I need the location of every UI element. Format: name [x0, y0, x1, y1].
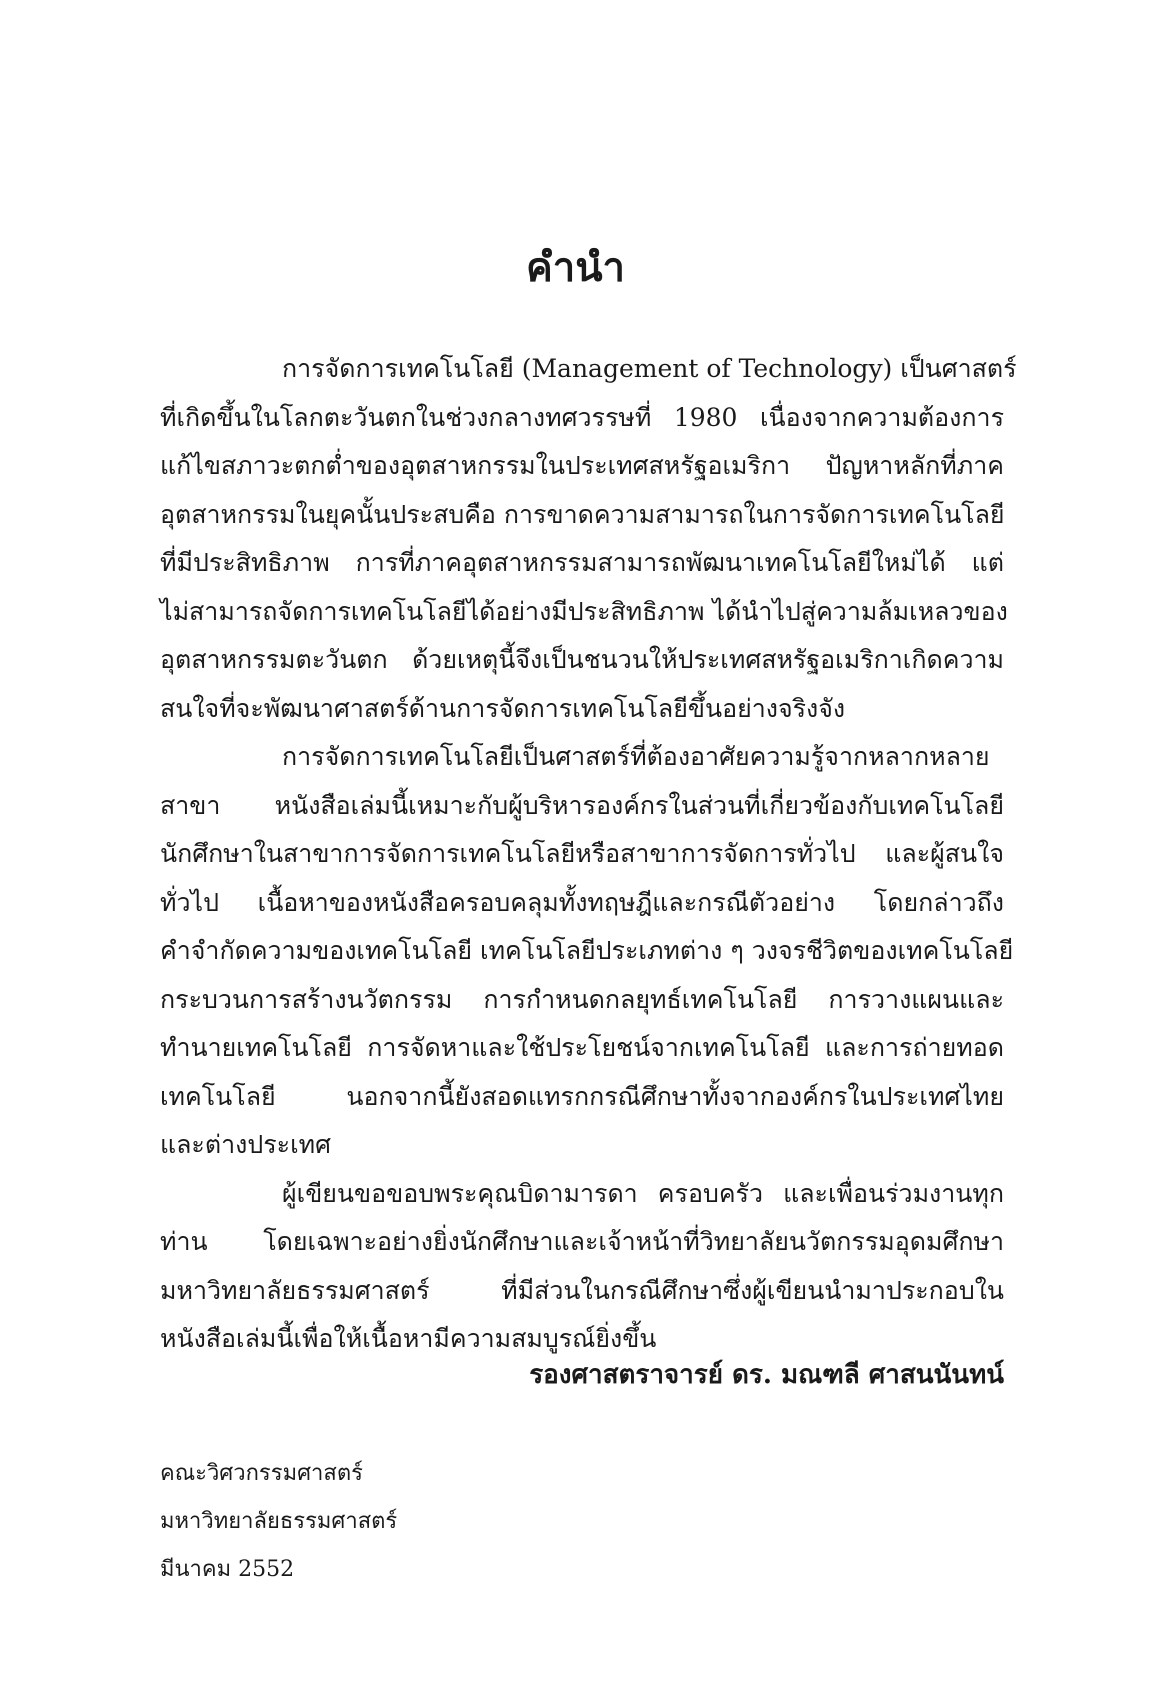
- paragraph-line: การจัดการเทคโนโลยีเป็นศาสตร์ที่ต้องอาศัยความรู้จากหลากหลาย: [282, 742, 990, 771]
- preface-body: [160, 345, 1017, 1364]
- paragraph-line: คำจำกัดความของเทคโนโลยี เทคโนโลยีประเภทต่าง ๆ วงจรชีวิตของเทคโนโลยี: [160, 936, 1014, 965]
- paragraph-1: [160, 345, 1017, 733]
- faculty-name: คณะวิศวกรรมศาสตร์: [160, 1461, 363, 1486]
- paragraph-line: และต่างประเทศ: [160, 1130, 331, 1159]
- paragraph-2: [160, 733, 1014, 1170]
- paragraph-3: [160, 1170, 1004, 1364]
- paragraph-line: อุตสาหกรรมตะวันตก ด้วยเหตุนี้จึงเป็นชนวนให้ประเทศสหรัฐอเมริกาเกิดความ: [160, 645, 1004, 674]
- paragraph-line: ผู้เขียนขอขอบพระคุณบิดามารดา ครอบครัว และเพื่อนร่วมงานทุก: [282, 1178, 1004, 1208]
- paragraph-line: หนังสือเล่มนี้เพื่อให้เนื้อหามีความสมบูรณ์ยิ่งขึ้น: [160, 1324, 657, 1353]
- paragraph-line: การจัดการเทคโนโลยี (Management of Technology) เป็นศาสตร์: [282, 354, 1017, 383]
- paragraph-line: ทำนายเทคโนโลยี การจัดหาและใช้ประโยชน์จากเทคโนโลยี และการถ่ายทอด: [160, 1033, 1004, 1062]
- paragraph-line: ไม่สามารถจัดการเทคโนโลยีได้อย่างมีประสิทธิภาพ ได้นำไปสู่ความล้มเหลวของ: [160, 596, 1008, 626]
- paragraph-line: สาขา หนังสือเล่มนี้เหมาะกับผู้บริหารองค์กรในส่วนที่เกี่ยวข้องกับเทคโนโลยี: [160, 790, 1004, 820]
- paragraph-line: กระบวนการสร้างนวัตกรรม การกำหนดกลยุทธ์เทคโนโลยี การวางแผนและ: [160, 984, 1004, 1014]
- page-title: คำนำ: [525, 244, 626, 291]
- author-signature: รองศาสตราจารย์ ดร. มณฑลี ศาสนนันทน์: [529, 1360, 1004, 1390]
- paragraph-line: แก้ไขสภาวะตกต่ำของอุตสาหกรรมในประเทศสหรัฐอเมริกา ปัญหาหลักที่ภาค: [160, 451, 1004, 480]
- paragraph-line: ที่มีประสิทธิภาพ การที่ภาคอุตสาหกรรมสามารถพัฒนาเทคโนโลยีใหม่ได้ แต่: [160, 548, 1004, 577]
- university-name: มหาวิทยาลัยธรรมศาสตร์: [160, 1509, 398, 1534]
- author-affiliation: [160, 1450, 397, 1594]
- paragraph-line: เทคโนโลยี นอกจากนี้ยังสอดแทรกกรณีศึกษาทั้งจากองค์กรในประเทศไทย: [160, 1081, 1004, 1111]
- paragraph-line: ท่าน โดยเฉพาะอย่างยิ่งนักศึกษาและเจ้าหน้าที่วิทยาลัยนวัตกรรมอุดมศึกษา: [160, 1227, 1004, 1256]
- paragraph-line: สนใจที่จะพัฒนาศาสตร์ด้านการจัดการเทคโนโลยีขึ้นอย่างจริงจัง: [160, 693, 846, 723]
- paragraph-line: นักศึกษาในสาขาการจัดการเทคโนโลยีหรือสาขาการจัดการทั่วไป และผู้สนใจ: [160, 839, 1004, 868]
- paragraph-line: มหาวิทยาลัยธรรมศาสตร์ ที่มีส่วนในกรณีศึกษาซึ่งผู้เขียนนำมาประกอบใน: [160, 1275, 1004, 1305]
- paragraph-line: อุตสาหกรรมในยุคนั้นประสบคือ การขาดความสามารถในการจัดการเทคโนโลยี: [160, 499, 1005, 529]
- paragraph-line: ทั่วไป เนื้อหาของหนังสือครอบคลุมทั้งทฤษฎีและกรณีตัวอย่าง โดยกล่าวถึง: [160, 887, 1004, 917]
- preface-date: มีนาคม 2552: [160, 1557, 295, 1582]
- paragraph-line: ที่เกิดขึ้นในโลกตะวันตกในช่วงกลางทศวรรษที่ 1980 เนื่องจากความต้องการ: [160, 402, 1004, 432]
